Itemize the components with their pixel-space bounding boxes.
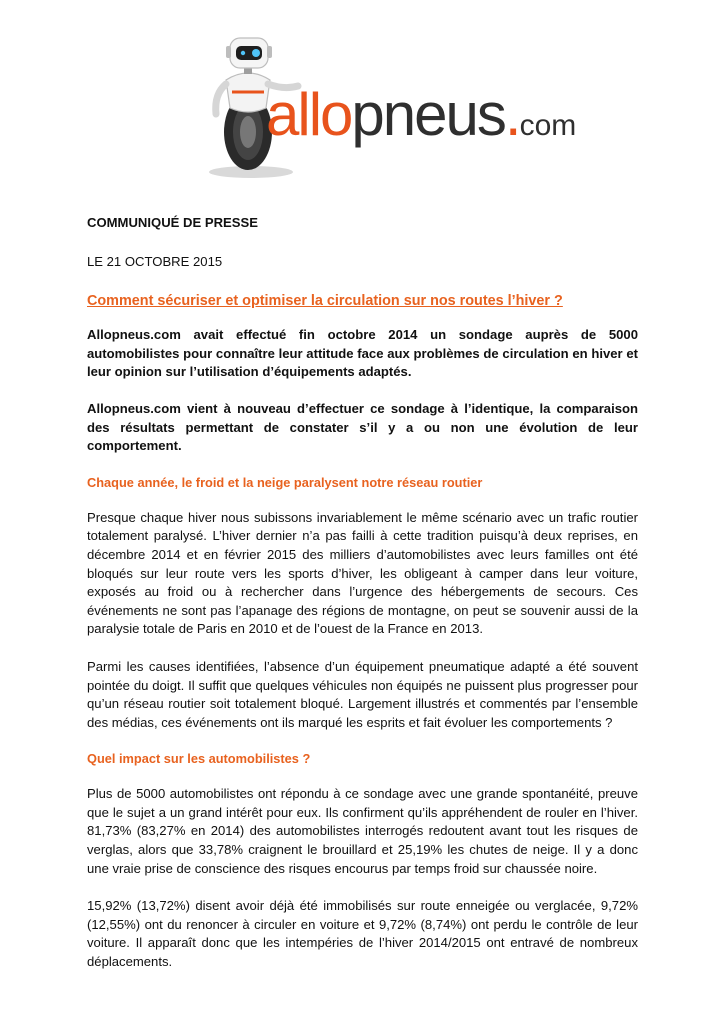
document-body — [87, 214, 638, 972]
brand-wordmark — [266, 81, 577, 148]
document-title: Comment sécuriser et optimiser la circulation sur nos routes l’hiver ? — [87, 293, 563, 310]
intro-paragraph-1: Allopneus.com avait effectué fin octobre 2014 un sondage auprès de 5000 automobilistes pour connaître leur attitude face aux problèmes de circulation en hiver et leur opinion sur l’utilisation d’équipements adaptés. — [87, 327, 638, 380]
section2-paragraph-2: 15,92% (13,72%) disent avoir déjà été immobilisés sur route enneigée ou verglacée, 9,72% (12,55%) ont du renoncer à circuler en voiture et 9,72% (8,74%) ont perdu le contrôle de leur voiture. Il apparaît donc que les intempéries de l’hiver 2014/2015 ont entravé de nombreux déplacements. — [87, 898, 638, 970]
section2-paragraph-1: Plus de 5000 automobilistes ont répondu à ce sondage avec une grande spontanéité, preuve que le sujet a un grand intérêt pour eux. Ils confirment qu’ils appréhendent de rouler en l’hiver. 81,73% (83,27% en 2014) des automobilistes interrogés redoutent avant tout les risques de verglas, alors que 33,78% craignent le brouillard et 25,19% les chutes de neige. Il y a donc une vraie prise de conscience des risques encourus par temps froid sur chaussée noire. — [87, 786, 638, 876]
allopneus-logo — [196, 22, 616, 182]
brand-allo: allo — [266, 81, 352, 148]
brand-pneus: pneus — [351, 81, 505, 148]
press-release-label: COMMUNIQUÉ DE PRESSE — [87, 215, 258, 230]
release-date: LE 21 OCTOBRE 2015 — [87, 253, 223, 269]
section1-paragraph-1: Presque chaque hiver nous subissons invariablement le même scénario avec un trafic routier totalement paralysé. L’hiver dernier n’a pas failli à cette tradition puisqu’à deux reprises, en décembre 2014 et en février 2015 des milliers d’automobilistes avec leurs familles ont été bloqués sur leur route vers les sports d’hiver, les obligeant à camper dans leur voiture, exposés au froid ou à rechercher dans l’urgence des hébergements de secours. Ces événements ne sont pas l’apanage des régions de montagne, on peut se souvenir aussi de la paralysie totale de Paris en 2010 et de l’ouest de la France en 2013. — [87, 509, 638, 637]
section1-paragraph-2: Parmi les causes identifiées, l’absence d’un équipement pneumatique adapté a été souvent pointée du doigt. Il suffit que quelques véhicules non équipés ne puissent plus progresser pour qu’un réseau routier soit totalement bloqué. Largement illustrés et commentés par l’ensemble des médias, ces événements ont ils marqué les esprits et fait évoluer les comportements ? — [87, 658, 638, 730]
section-heading-1: Chaque année, le froid et la neige paralysent notre réseau routier — [87, 474, 483, 490]
brand-dot: . — [504, 81, 520, 148]
brand-com: com — [519, 109, 577, 142]
section-heading-2: Quel impact sur les automobilistes ? — [87, 751, 311, 767]
intro-paragraph-2: Allopneus.com vient à nouveau d’effectuer ce sondage à l’identique, la comparaison des résultats permettant de constater s’il y a ou non une évolution de leur comportement. — [87, 400, 638, 454]
